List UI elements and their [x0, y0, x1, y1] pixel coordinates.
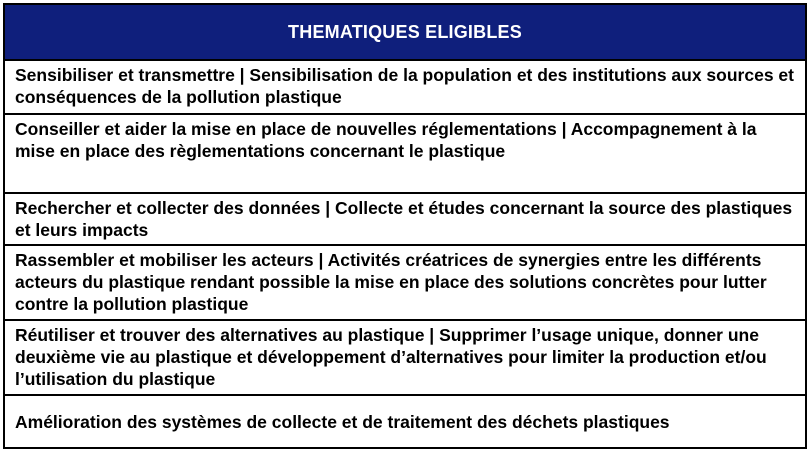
- table-row: Rassembler et mobiliser les acteurs | Activités créatrices de synergies entre les différents acteurs du plastique rendant possible la mise en place des solutions concrètes pour lutter contre la pollution plastique: [5, 246, 805, 321]
- table-row: Amélioration des systèmes de collecte et de traitement des déchets plastiques: [15, 411, 670, 432]
- table-header: THEMATIQUES ELIGIBLES: [5, 5, 805, 61]
- table-row: Réutiliser et trouver des alternatives au plastique | Supprimer l’usage unique, donner une deuxième vie au plastique et développement d’alternatives pour limiter la production et/ou l’utilisation du plastique: [5, 321, 805, 396]
- table-row: Conseiller et aider la mise en place de nouvelles réglementations | Accompagnement à la mise en place des règlementations concernant le plastique: [5, 115, 805, 194]
- table-row: Sensibiliser et transmettre | Sensibilisation de la population et des institutions aux sources et conséquences de la pollution plastique: [5, 61, 805, 115]
- table-row: Rechercher et collecter des données | Collecte et études concernant la source des plastiques et leurs impacts: [5, 194, 805, 246]
- eligible-themes-table: [3, 3, 807, 449]
